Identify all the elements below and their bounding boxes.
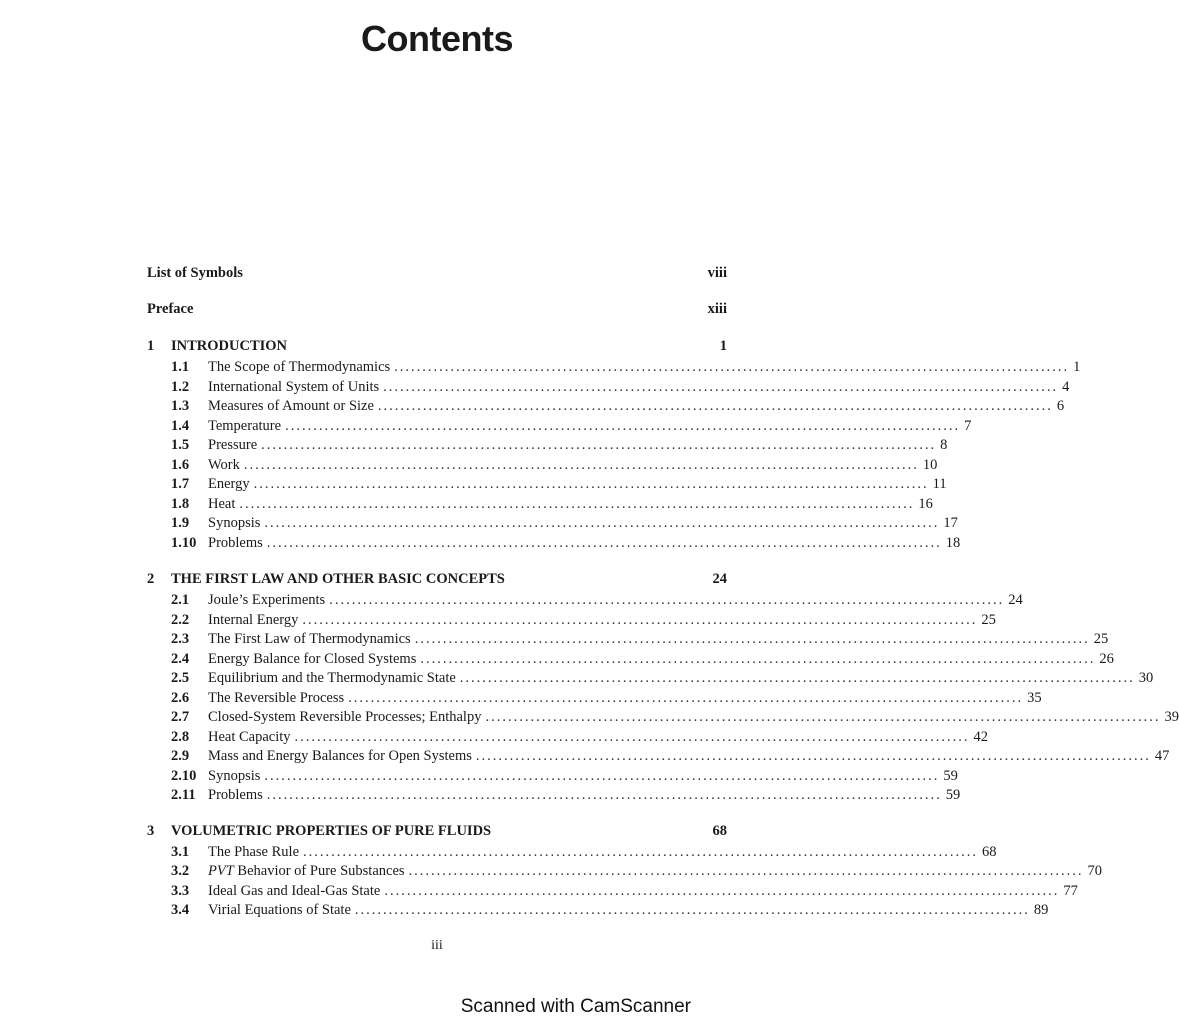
dot-leader: ........................................................................................................................ — [266, 534, 942, 551]
dot-leader: ........................................................................................................................ — [239, 495, 915, 512]
section-page: 47 — [1154, 748, 1170, 764]
section-page: 35 — [1027, 689, 1042, 706]
dot-leader: ........................................................................................................................ — [354, 902, 1030, 918]
dot-leader: ........................................................................................................................ — [377, 398, 1053, 414]
chapter-number: 3 — [147, 822, 155, 839]
section-page: 77 — [1063, 882, 1078, 899]
section-number: 3.2 — [171, 863, 190, 879]
section-number: 1.7 — [171, 476, 190, 492]
section-number: 1.3 — [171, 398, 190, 414]
dot-leader: ........................................................................................................................ — [475, 748, 1151, 764]
section-number: 1.6 — [171, 456, 190, 473]
dot-leader: ........................................................................................................................ — [408, 863, 1084, 879]
section-title: Measures of Amount or Size — [208, 398, 374, 414]
section-page: 17 — [943, 515, 958, 531]
section-row — [147, 591, 1023, 611]
section-number: 2.1 — [171, 592, 190, 608]
chapter-page: 1 — [719, 338, 727, 354]
chapter-title: INTRODUCTION — [171, 338, 288, 354]
section-page: 8 — [940, 437, 948, 453]
dot-leader: ........................................................................................................................ — [285, 417, 961, 434]
page-number: iii — [431, 938, 443, 953]
section-row — [147, 747, 1170, 767]
chapter-1 — [147, 336, 1081, 553]
section-number: 2.5 — [171, 670, 190, 686]
section-number: 3.1 — [171, 843, 190, 860]
section-title: Equilibrium and the Thermodynamic State — [208, 670, 456, 686]
section-row — [147, 862, 1103, 882]
section-row — [147, 456, 938, 476]
dot-leader: ........................................................................................................................ — [384, 882, 1060, 899]
scanner-watermark: Scanned with CamScanner — [460, 996, 691, 1017]
section-title: Mass and Energy Balances for Open Systems — [208, 748, 472, 764]
section-title: Synopsis — [208, 515, 261, 531]
dot-leader: ........................................................................................................................ — [329, 592, 1005, 608]
section-title: The Scope of Thermodynamics — [208, 359, 391, 375]
section-row — [147, 669, 1154, 689]
section-title: Heat — [208, 495, 236, 512]
dot-leader: ........................................................................................................................ — [294, 728, 970, 745]
section-row — [147, 708, 1179, 728]
section-row — [147, 436, 948, 456]
dot-leader: ........................................................................................................................ — [302, 611, 978, 628]
dot-leader: ........................................................................................................................ — [394, 359, 1070, 375]
section-title: Virial Equations of State — [208, 902, 351, 918]
section-row — [147, 378, 1070, 398]
section-title: Work — [208, 456, 240, 473]
section-number: 1.1 — [171, 359, 190, 375]
section-row — [147, 534, 961, 554]
section-title: The First Law of Thermodynamics — [208, 631, 411, 647]
section-title: PVT Behavior of Pure Substances — [208, 863, 405, 879]
page-title: Contents — [361, 18, 513, 59]
section-title: Problems — [208, 534, 263, 551]
section-title: Synopsis — [208, 767, 261, 784]
chapter-heading — [147, 336, 727, 356]
section-number: 1.4 — [171, 417, 190, 434]
section-title: The Phase Rule — [208, 843, 300, 860]
section-number: 1.2 — [171, 378, 190, 395]
section-page: 42 — [973, 728, 989, 745]
section-number: 2.10 — [171, 767, 197, 784]
chapter-title: THE FIRST LAW AND OTHER BASIC CONCEPTS — [171, 571, 505, 587]
chapter-page: 24 — [712, 571, 727, 587]
section-number: 1.9 — [171, 515, 190, 531]
section-number: 1.10 — [171, 534, 197, 551]
dot-leader: ........................................................................................................................ — [253, 476, 929, 492]
section-page: 18 — [945, 534, 961, 551]
section-page: 25 — [1093, 631, 1109, 647]
section-number: 3.3 — [171, 882, 190, 899]
dot-leader: ........................................................................................................................ — [266, 787, 942, 803]
chapter-number: 1 — [147, 338, 155, 354]
toc-entry-list-of-symbols — [147, 263, 727, 283]
section-row — [147, 397, 1065, 417]
section-row — [147, 786, 961, 806]
section-page: 6 — [1056, 398, 1065, 414]
section-number: 2.2 — [171, 611, 190, 628]
section-page: 39 — [1164, 709, 1179, 725]
section-row — [147, 901, 1049, 921]
section-title: Joule’s Experiments — [208, 592, 326, 608]
dot-leader: ........................................................................................................................ — [459, 670, 1135, 686]
section-page: 25 — [981, 611, 996, 628]
section-row — [147, 767, 958, 787]
section-row — [147, 611, 996, 631]
section-page: 4 — [1062, 378, 1070, 395]
section-title: Pressure — [208, 437, 258, 453]
section-number: 2.9 — [171, 748, 190, 764]
section-row — [147, 650, 1114, 670]
section-row — [147, 475, 947, 495]
section-title: Heat Capacity — [208, 728, 291, 745]
section-page: 59 — [943, 767, 958, 784]
section-number: 2.11 — [171, 787, 196, 803]
section-page: 70 — [1087, 863, 1103, 879]
section-title: Energy Balance for Closed Systems — [208, 650, 417, 667]
section-page: 68 — [982, 843, 997, 860]
section-page: 24 — [1008, 592, 1023, 608]
dot-leader: ........................................................................................................................ — [420, 650, 1096, 667]
section-number: 3.4 — [171, 902, 190, 918]
front-matter-page: xiii — [707, 301, 727, 317]
dot-leader: ........................................................................................................................ — [261, 437, 937, 453]
front-matter-label: List of Symbols — [147, 265, 243, 281]
section-row — [147, 514, 958, 534]
dot-leader: ........................................................................................................................ — [414, 631, 1090, 647]
section-row — [147, 728, 989, 748]
chapter-title: VOLUMETRIC PROPERTIES OF PURE FLUIDS — [171, 822, 492, 839]
section-page: 1 — [1073, 359, 1081, 375]
section-page: 10 — [922, 456, 938, 473]
section-page: 16 — [918, 495, 933, 512]
dot-leader: ........................................................................................................................ — [303, 843, 979, 860]
section-title: Internal Energy — [208, 611, 299, 628]
section-row — [147, 417, 972, 437]
dot-leader: ........................................................................................................................ — [383, 378, 1059, 395]
toc-entry-preface — [147, 299, 727, 319]
dot-leader: ........................................................................................................................ — [348, 689, 1024, 706]
section-row — [147, 358, 1081, 378]
section-row — [147, 843, 997, 863]
section-row — [147, 630, 1109, 650]
section-title: Temperature — [208, 417, 282, 434]
section-number: 1.8 — [171, 495, 190, 512]
section-number: 2.8 — [171, 728, 190, 745]
dot-leader: ........................................................................................................................ — [264, 767, 940, 784]
section-page: 59 — [945, 787, 961, 803]
section-number: 2.6 — [171, 689, 190, 706]
section-title: Problems — [208, 787, 263, 803]
dot-leader: ........................................................................................................................ — [243, 456, 919, 473]
section-page: 26 — [1099, 650, 1114, 667]
section-row — [147, 882, 1078, 902]
dot-leader: ........................................................................................................................ — [485, 709, 1161, 725]
section-number: 1.5 — [171, 437, 190, 453]
section-title: Energy — [208, 476, 250, 492]
section-number: 2.3 — [171, 631, 190, 647]
section-page: 11 — [932, 476, 947, 492]
section-title: Ideal Gas and Ideal-Gas State — [208, 882, 381, 899]
section-page: 7 — [964, 417, 972, 434]
section-page: 30 — [1138, 670, 1154, 686]
chapter-2 — [147, 569, 1179, 806]
section-number: 2.7 — [171, 709, 190, 725]
front-matter-label: Preface — [147, 301, 194, 317]
section-title: Closed-System Reversible Processes; Enthalpy — [208, 709, 482, 725]
front-matter-page: viii — [707, 265, 727, 281]
section-page: 89 — [1033, 902, 1049, 918]
chapter-heading — [147, 569, 727, 589]
dot-leader: ........................................................................................................................ — [264, 515, 940, 531]
chapter-heading — [147, 821, 727, 841]
chapter-number: 2 — [147, 571, 155, 587]
section-row — [147, 689, 1042, 709]
section-number: 2.4 — [171, 650, 190, 667]
chapter-page: 68 — [712, 822, 727, 839]
section-row — [147, 495, 933, 515]
section-title: International System of Units — [208, 378, 380, 395]
table-of-contents — [147, 263, 1179, 921]
chapter-3 — [147, 821, 1103, 921]
section-title: The Reversible Process — [208, 689, 345, 706]
